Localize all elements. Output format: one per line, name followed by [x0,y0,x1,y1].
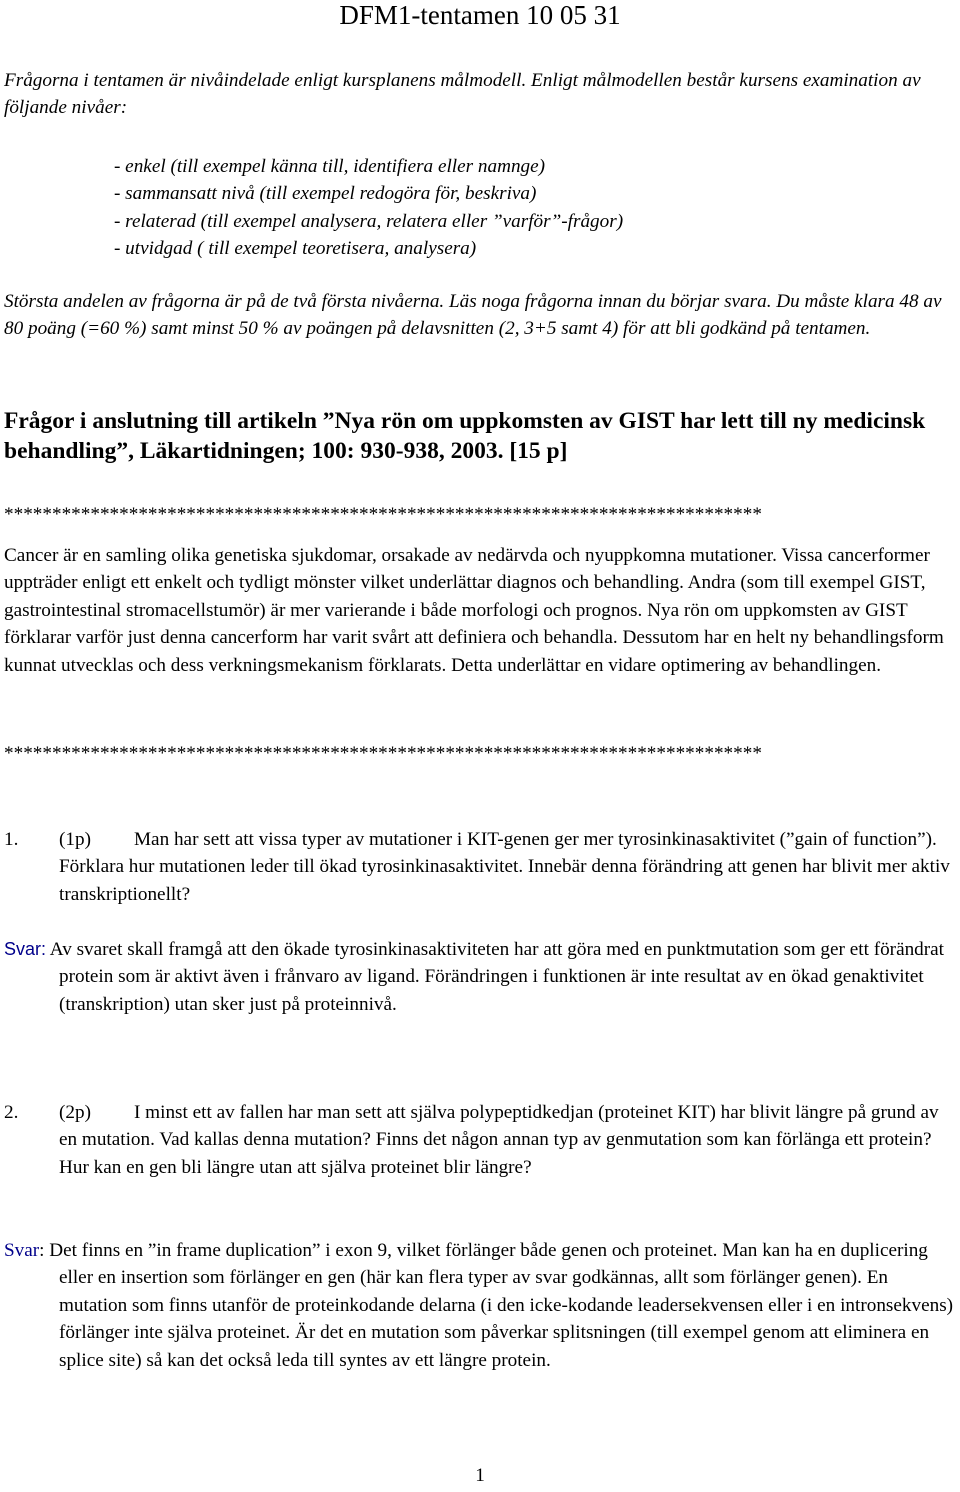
page-title: DFM1-tentamen 10 05 31 [339,0,621,30]
section-heading: Frågor i anslutning till artikeln ”Nya rön om uppkomsten av GIST har lett till ny medicinsk behandling”, Läkartidningen; 100: 930-938, 2003. [15 p] [4,408,926,464]
page-number: 1 [475,1465,485,1486]
answer-1 [4,936,956,1018]
question-text: Man har sett att vissa typer av mutationer i KIT-genen ger mer tyrosinkinasaktivitet (”gain of function”). Förklara hur mutationen leder till ökad tyrosinkinasaktivitet. Innebär denna förändring att genen har blivit mer aktiv transkriptionellt? [59,829,950,905]
answer-label: Svar: [4,939,47,959]
separator-top: ******************************************************************************* [4,504,762,525]
answer-label: Svar [4,1240,40,1261]
question-1 [4,826,956,908]
intro-paragraph: Frågorna i tentamen är nivåindelade enligt kursplanens målmodell. Enligt målmodellen består kursens examination av följande nivåer: [4,70,921,119]
answer-text: Av svaret skall framgå att den ökade tyrosinkinasaktiviteten har att göra med en punktmutation som ger ett förändrat protein som är aktivt även i frånvaro av ligand. Förändringen i funktionen är inte resultat av en ökad genaktivitet (transkription) utan sker just på proteinnivå. [49,939,945,1015]
level-item: - relaterad (till exempel analysera, relatera eller ”varför”-frågor) [114,210,624,232]
question-number: 1. [4,829,19,850]
separator-bottom: ******************************************************************************* [4,743,762,764]
level-item: - enkel (till exempel känna till, identifiera eller namnge) [114,156,546,177]
level-item: - sammansatt nivå (till exempel redogöra för, beskriva) [114,183,537,205]
context-paragraph: Cancer är en samling olika genetiska sjukdomar, orsakade av nedärvda och nyuppkomna mutationer. Vissa cancerformer uppträder enligt ett enkelt och tydligt mönster vilket underlättar diagnos och behandling. Andra (som till exempel GIST, gastrointestinal stromacellstumör) är mer varierande i både morfologi och prognos. Nya rön om uppkomsten av GIST förklarar varför just denna cancerform har varit svårt att definiera och behandla. Dessutom har en helt ny behandlingsform kunnat utvecklas och dess verkningsmekanism förklarats. Detta underlättar en vidare optimering av behandlingen. [4,545,944,676]
answer-2 [4,1237,956,1374]
question-points: (1p) [59,829,91,850]
question-2 [4,1099,956,1181]
level-item: - utvidgad ( till exempel teoretisera, analysera) [114,238,477,260]
question-points: (2p) [59,1102,91,1123]
question-number: 2. [4,1102,19,1123]
question-text: I minst ett av fallen har man sett att själva polypeptidkedjan (proteinet KIT) har blivit längre på grund av en mutation. Vad kallas denna mutation? Finns det någon annan typ av genmutation som kan förlänga ett protein? Hur kan en gen bli längre utan att själva proteinet blir längre? [59,1102,939,1178]
answer-text: : Det finns en ”in frame duplication” i exon 9, vilket förlänger både genen och proteinet. Man kan ha en duplicering eller en insertion som förlänger en gen (här kan flera typer av svar godkännas, allt som förlänger genen). En mutation som finns utanför de proteinkodande delarna (i den icke-kodande leadersekvensen eller i en intronsekvens) förlänger inte själva proteinet. Är det en mutation som påverkar splitsningen (till exempel genom att eliminera en splice site) så kan det också leda till syntes av ett längre protein. [39,1240,954,1371]
instructions-paragraph: Största andelen av frågorna är på de två första nivåerna. Läs noga frågorna innan du börjar svara. Du måste klara 48 av 80 poäng (=60 %) samt minst 50 % av poängen på delavsnitten (2, 3+5 samt 4) för att bli godkänd på tentamen. [4,291,942,340]
level-list [114,153,623,263]
